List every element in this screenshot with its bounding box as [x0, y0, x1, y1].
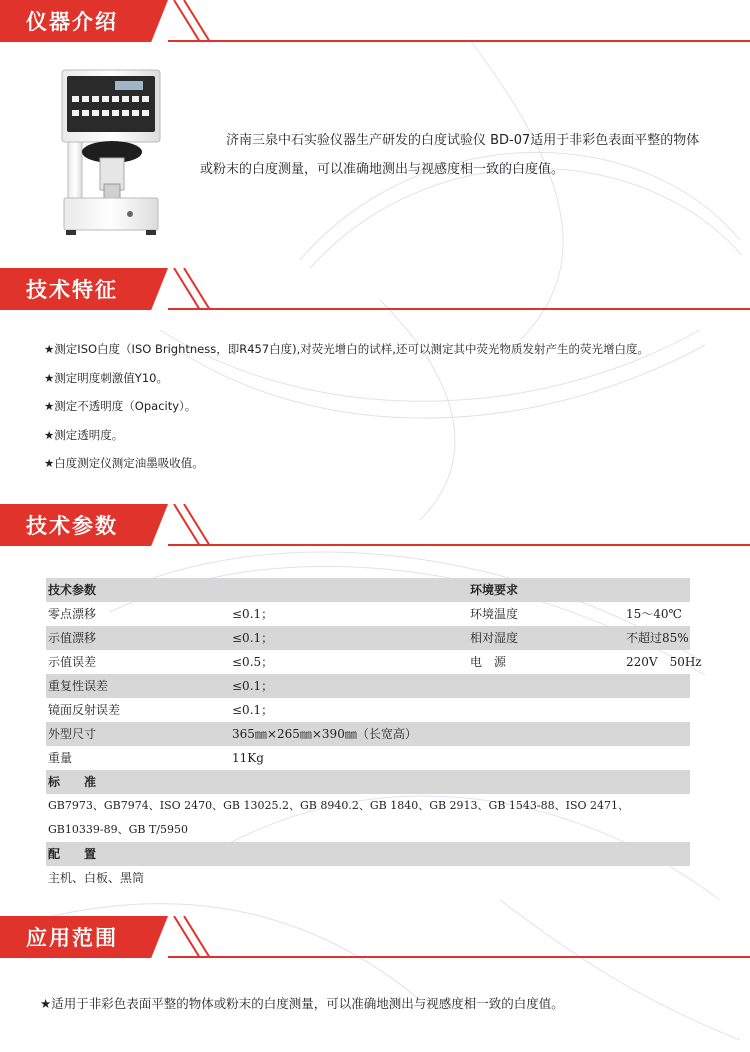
slash-decoration-icon	[160, 916, 210, 958]
table-header-row	[46, 578, 690, 602]
param-value: ≤0.1；	[232, 631, 274, 645]
env-value: 不超过85%	[626, 631, 689, 645]
standards-line: GB7973、GB7974、ISO 2470、GB 13025.2、GB 8940.2、GB 1840、GB 2913、GB 1543-88、ISO 2471、	[48, 799, 630, 812]
config-header-row	[46, 842, 690, 866]
table-row	[46, 698, 690, 722]
section-title: 技术参数	[26, 514, 118, 538]
param-label: 示值漂移	[48, 631, 97, 645]
section-title: 应用范围	[26, 926, 118, 950]
param-value: ≤0.1；	[232, 679, 274, 693]
param-value: 11Kg	[232, 751, 264, 765]
env-value: 15～40℃	[626, 607, 682, 621]
params-table	[46, 578, 702, 890]
section-rule	[168, 956, 750, 958]
intro-paragraph: 济南三泉中石实验仪器生产研发的白度试验仪 BD-07适用于非彩色表面平整的物体或粉末的白度测量，可以准确地测出与视感度相一致的白度值。	[200, 133, 700, 177]
standards-row	[46, 794, 690, 818]
table-row	[46, 650, 702, 674]
config-title: 配 置	[48, 847, 97, 861]
table-row	[46, 674, 690, 698]
param-value: ≤0.1；	[232, 703, 274, 717]
standards-line: GB10339-89、GB T/5950	[48, 823, 188, 836]
feature-item: ★测定不透明度（Opacity）。	[44, 399, 197, 414]
section-title: 仪器介绍	[26, 10, 118, 34]
env-header: 环境要求	[470, 583, 519, 597]
application-text: ★适用于非彩色表面平整的物体或粉末的白度测量，可以准确地测出与视感度相一致的白度值。	[40, 996, 564, 1011]
env-value: 220V 50Hz	[626, 655, 702, 669]
standards-header-row	[46, 770, 690, 794]
param-value: ≤0.5；	[232, 655, 274, 669]
standards-title: 标 准	[48, 775, 97, 789]
params-header: 技术参数	[48, 583, 97, 597]
param-value: ≤0.1；	[232, 607, 274, 621]
standards-row	[46, 818, 690, 842]
feature-item: ★测定透明度。	[44, 427, 124, 442]
section-header-params	[0, 504, 750, 546]
param-label: 重量	[48, 751, 73, 765]
intro-description	[200, 126, 700, 184]
param-label: 示值误差	[48, 655, 97, 669]
config-value: 主机、白板、黑筒	[48, 871, 145, 885]
param-label: 外型尺寸	[48, 727, 97, 741]
section-header-features	[0, 268, 750, 310]
table-row	[46, 722, 690, 746]
param-label: 零点漂移	[48, 607, 97, 621]
section-header-application	[0, 916, 750, 958]
section-title: 技术特征	[26, 278, 118, 302]
table-row	[46, 746, 690, 770]
section-rule	[168, 544, 750, 546]
slash-decoration-icon	[160, 268, 210, 310]
table-row	[46, 602, 690, 626]
whiteness-meter-product-image	[60, 68, 162, 238]
section-header-intro	[0, 0, 750, 42]
section-rule	[168, 40, 750, 42]
feature-item: ★测定ISO白度（ISO Brightness，即R457白度),对荧光增白的试样,还可以测定其中荧光物质发射产生的荧光增白度。	[44, 342, 649, 356]
env-label: 电 源	[470, 655, 507, 669]
section-rule	[168, 308, 750, 310]
config-row	[46, 866, 690, 890]
feature-item: ★白度测定仪测定油墨吸收值。	[44, 456, 204, 471]
table-row	[46, 626, 690, 650]
param-label: 镜面反射误差	[48, 703, 121, 717]
slash-decoration-icon	[160, 504, 210, 546]
param-label: 重复性误差	[48, 679, 109, 693]
feature-item: ★测定明度刺激值Y10。	[44, 370, 168, 385]
features-list	[44, 341, 724, 484]
env-label: 相对湿度	[470, 631, 519, 645]
param-value: 365㎜×265㎜×390㎜（长宽高）	[232, 727, 417, 741]
env-label: 环境温度	[470, 607, 519, 621]
slash-decoration-icon	[160, 0, 210, 42]
